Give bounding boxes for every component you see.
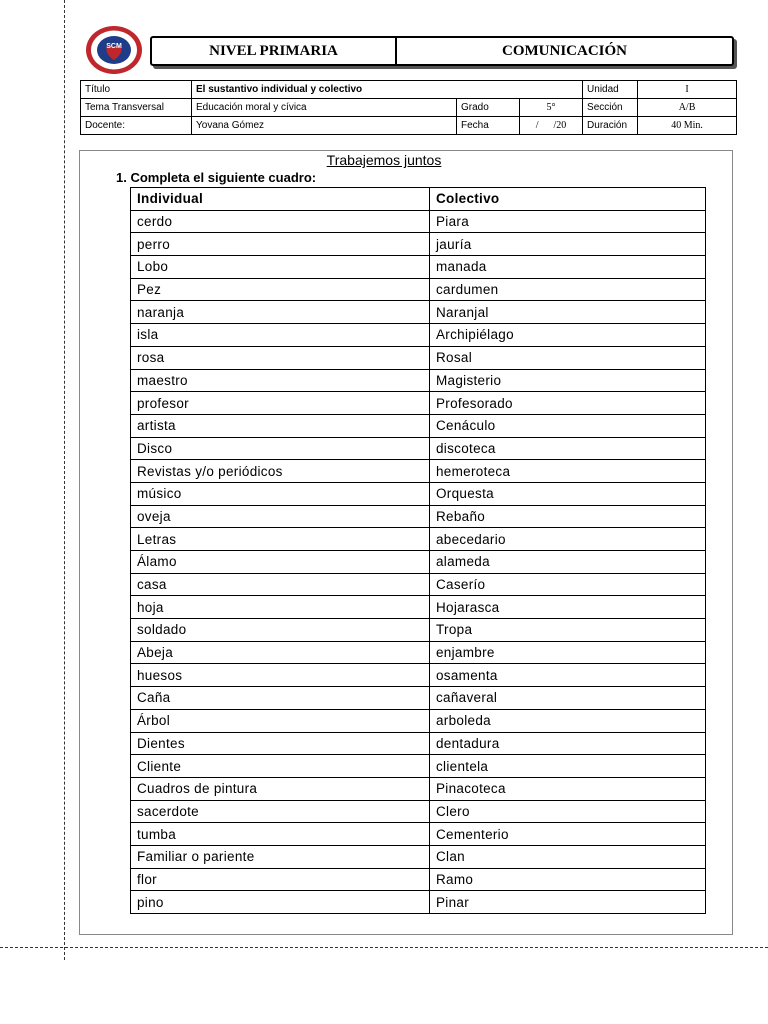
table-row xyxy=(131,687,706,710)
individual-noun: rosa xyxy=(131,346,430,369)
unidad-label: Unidad xyxy=(583,81,638,99)
table-row xyxy=(131,414,706,437)
individual-noun: profesor xyxy=(131,392,430,415)
collective-noun: Naranjal xyxy=(430,301,706,324)
individual-noun: Revistas y/o periódicos xyxy=(131,460,430,483)
table-row xyxy=(131,233,706,256)
activity-heading: Trabajemos juntos xyxy=(326,152,442,168)
individual-noun: Álamo xyxy=(131,551,430,574)
table-row xyxy=(131,392,706,415)
table-row xyxy=(131,641,706,664)
table-row xyxy=(131,482,706,505)
docente-label: Docente: xyxy=(81,117,192,135)
collective-noun: Clan xyxy=(430,845,706,868)
collective-noun: Cementerio xyxy=(430,823,706,846)
titulo-value: El sustantivo individual y colectivo xyxy=(192,81,583,99)
collective-noun: discoteca xyxy=(430,437,706,460)
individual-noun: Cuadros de pintura xyxy=(131,777,430,800)
collective-noun: Rosal xyxy=(430,346,706,369)
table-row xyxy=(131,732,706,755)
collective-noun: Pinar xyxy=(430,891,706,914)
seccion-value: A/B xyxy=(638,99,737,117)
school-logo xyxy=(84,24,144,76)
table-row xyxy=(131,369,706,392)
individual-noun: hoja xyxy=(131,596,430,619)
individual-noun: Caña xyxy=(131,687,430,710)
duracion-value: 40 Min. xyxy=(638,117,737,135)
header-banner xyxy=(150,36,734,66)
collective-noun: clientela xyxy=(430,755,706,778)
individual-noun: Cliente xyxy=(131,755,430,778)
table-row xyxy=(131,755,706,778)
individual-noun: Abeja xyxy=(131,641,430,664)
collective-noun: enjambre xyxy=(430,641,706,664)
subject-title: COMUNICACIÓN xyxy=(502,42,627,59)
individual-noun: isla xyxy=(131,324,430,347)
collective-noun: Cenáculo xyxy=(430,414,706,437)
individual-noun: casa xyxy=(131,573,430,596)
collective-noun: Archipiélago xyxy=(430,324,706,347)
collective-noun: Clero xyxy=(430,800,706,823)
individual-noun: huesos xyxy=(131,664,430,687)
individual-noun: Árbol xyxy=(131,709,430,732)
individual-noun: maestro xyxy=(131,369,430,392)
collective-noun: alameda xyxy=(430,551,706,574)
individual-noun: Dientes xyxy=(131,732,430,755)
collective-noun: osamenta xyxy=(430,664,706,687)
table-row xyxy=(131,709,706,732)
table-row xyxy=(131,551,706,574)
table-row xyxy=(131,777,706,800)
table-row xyxy=(131,437,706,460)
collective-noun: Piara xyxy=(430,210,706,233)
table-row xyxy=(131,210,706,233)
collective-noun: Orquesta xyxy=(430,482,706,505)
individual-noun: oveja xyxy=(131,505,430,528)
individual-noun: músico xyxy=(131,482,430,505)
collective-noun: Pinacoteca xyxy=(430,777,706,800)
individual-noun: Lobo xyxy=(131,256,430,279)
table-row xyxy=(131,528,706,551)
individual-noun: tumba xyxy=(131,823,430,846)
collective-noun: Rebaño xyxy=(430,505,706,528)
table-row xyxy=(131,619,706,642)
table-row xyxy=(131,823,706,846)
table-row xyxy=(131,596,706,619)
collective-noun: abecedario xyxy=(430,528,706,551)
individual-noun: sacerdote xyxy=(131,800,430,823)
table-row xyxy=(131,460,706,483)
collective-noun: Tropa xyxy=(430,619,706,642)
collective-noun: hemeroteca xyxy=(430,460,706,483)
table-row xyxy=(131,800,706,823)
seccion-label: Sección xyxy=(583,99,638,117)
table-row xyxy=(131,256,706,279)
vertical-cut-line xyxy=(64,0,65,960)
horizontal-cut-line xyxy=(0,947,768,948)
individual-noun: cerdo xyxy=(131,210,430,233)
docente-value: Yovana Gómez xyxy=(192,117,457,135)
tema-label: Tema Transversal xyxy=(81,99,192,117)
duracion-label: Duración xyxy=(583,117,638,135)
column-header-individual: Individual xyxy=(131,188,430,211)
collective-noun: cardumen xyxy=(430,278,706,301)
collective-noun: cañaveral xyxy=(430,687,706,710)
level-title: NIVEL PRIMARIA xyxy=(152,38,397,64)
individual-noun: flor xyxy=(131,868,430,891)
individual-noun: naranja xyxy=(131,301,430,324)
individual-noun: Letras xyxy=(131,528,430,551)
table-row xyxy=(131,891,706,914)
fecha-value: / /20 xyxy=(520,117,583,135)
table-row xyxy=(131,505,706,528)
grado-value: 5° xyxy=(520,99,583,117)
titulo-label: Título xyxy=(81,81,192,99)
table-row xyxy=(131,278,706,301)
individual-noun: Familiar o pariente xyxy=(131,845,430,868)
fecha-label: Fecha xyxy=(457,117,520,135)
individual-noun: pino xyxy=(131,891,430,914)
individual-noun: Disco xyxy=(131,437,430,460)
collective-noun: arboleda xyxy=(430,709,706,732)
collective-noun: Hojarasca xyxy=(430,596,706,619)
column-header-colectivo: Colectivo xyxy=(430,188,706,211)
individual-noun: Pez xyxy=(131,278,430,301)
unidad-value: I xyxy=(638,81,737,99)
individual-noun: perro xyxy=(131,233,430,256)
nouns-table xyxy=(130,187,706,914)
collective-noun: manada xyxy=(430,256,706,279)
collective-noun: Ramo xyxy=(430,868,706,891)
table-row xyxy=(131,346,706,369)
table-row xyxy=(131,573,706,596)
table-row xyxy=(131,301,706,324)
table-row xyxy=(131,664,706,687)
svg-text:SCM: SCM xyxy=(106,43,122,50)
table-row xyxy=(131,845,706,868)
collective-noun: Profesorado xyxy=(430,392,706,415)
collective-noun: Magisterio xyxy=(430,369,706,392)
individual-noun: artista xyxy=(131,414,430,437)
table-row xyxy=(131,868,706,891)
individual-noun: soldado xyxy=(131,619,430,642)
grado-label: Grado xyxy=(457,99,520,117)
activity-instruction: 1. Completa el siguiente cuadro: xyxy=(116,170,317,185)
table-row xyxy=(131,324,706,347)
tema-value: Educación moral y cívica xyxy=(192,99,457,117)
collective-noun: jauría xyxy=(430,233,706,256)
info-table xyxy=(80,80,737,135)
collective-noun: Caserío xyxy=(430,573,706,596)
collective-noun: dentadura xyxy=(430,732,706,755)
